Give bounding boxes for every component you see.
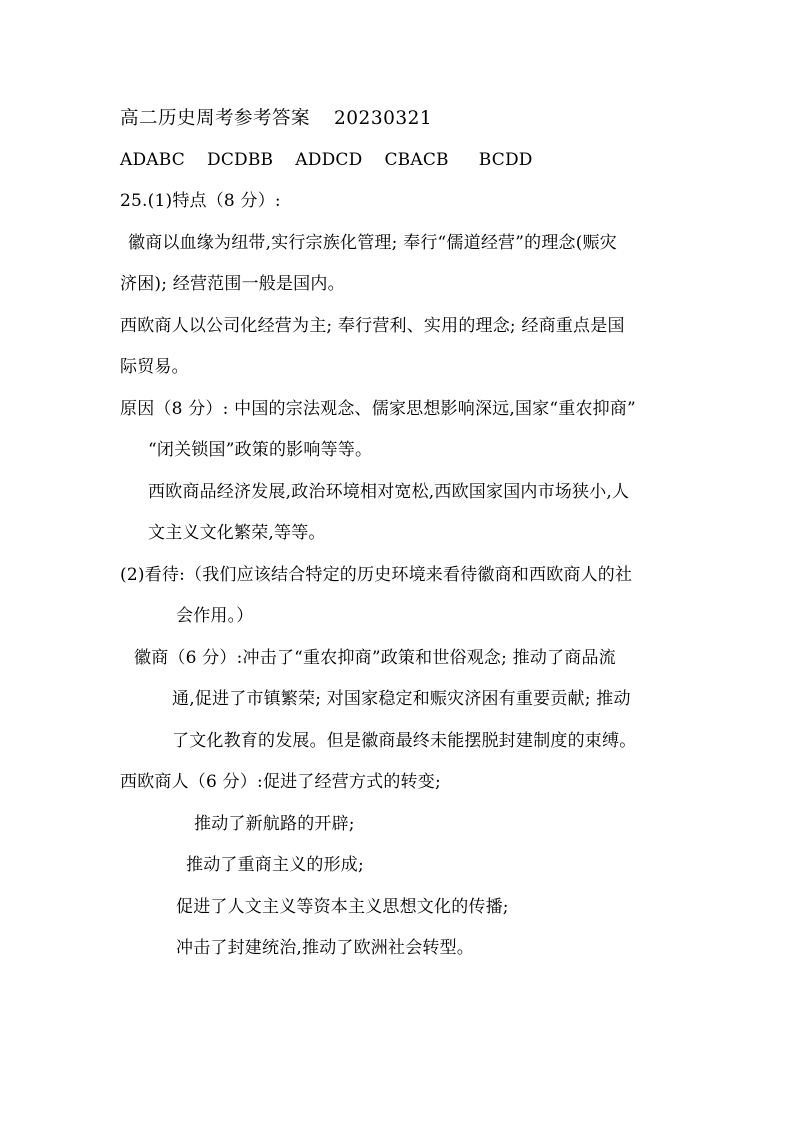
west-traits-line-1: 西欧商人以公司化经营为主; 奉行营利、实用的理念; 经商重点是国: [120, 316, 625, 336]
reason-line-4: 文主义文化繁荣,等等。: [148, 523, 326, 543]
west-effect-line-5: 冲击了封建统治,推动了欧洲社会转型。: [176, 938, 475, 958]
hui-effect-line-1: 徽商（6 分）:冲击了“重农抑商”政策和世俗观念; 推动了商品流: [134, 648, 616, 668]
west-effect-line-3: 推动了重商主义的形成;: [186, 855, 364, 875]
hui-effect-line-2: 通,促进了市镇繁荣; 对国家稳定和赈灾济困有重要贡献; 推动: [172, 689, 631, 709]
title-date: 20230321: [334, 108, 433, 129]
west-traits-line-2: 际贸易。: [120, 357, 189, 377]
answer-group-5: BCDD: [478, 150, 533, 170]
hui-traits-line-1: 徽商以血缘为纽带,实行宗族化管理; 奉行“儒道经营”的理念(赈灾: [128, 233, 617, 253]
part2-line-2: 会作用。）: [176, 606, 254, 626]
multiple-choice-answers: [120, 149, 533, 171]
west-effect-line-4: 促进了人文主义等资本主义思想文化的传播;: [176, 897, 509, 917]
page-title: [120, 108, 432, 130]
q25-part1-label: 25.(1)特点（8 分）:: [120, 191, 281, 211]
answer-group-4: CBACB: [384, 150, 449, 170]
reason-line-2: “闭关锁国”政策的影响等等。: [148, 440, 373, 460]
west-effect-line-2: 推动了新航路的开辟;: [194, 814, 355, 834]
reason-line-1: 原因（8 分）: 中国的宗法观念、儒家思想影响深远,国家“重农抑商”: [120, 399, 636, 419]
reason-line-3: 西欧商品经济发展,政治环境相对宽松,西欧国家国内市场狭小,人: [148, 482, 630, 502]
answer-group-3: ADDCD: [295, 150, 363, 170]
west-effect-line-1: 西欧商人（6 分）:促进了经营方式的转变;: [120, 772, 441, 792]
title-text: 高二历史周考参考答案: [120, 108, 311, 129]
hui-traits-line-2: 济困); 经营范围一般是国内。: [120, 274, 345, 294]
part2-line-1: (2)看待:（我们应该结合特定的历史环境来看待徽商和西欧商人的社: [120, 565, 633, 585]
hui-effect-line-3: 了文化教育的发展。但是徽商最终未能摆脱封建制度的束缚。: [172, 731, 637, 751]
answer-group-1: ADABC: [120, 150, 185, 170]
answer-group-2: DCDBB: [207, 150, 274, 170]
